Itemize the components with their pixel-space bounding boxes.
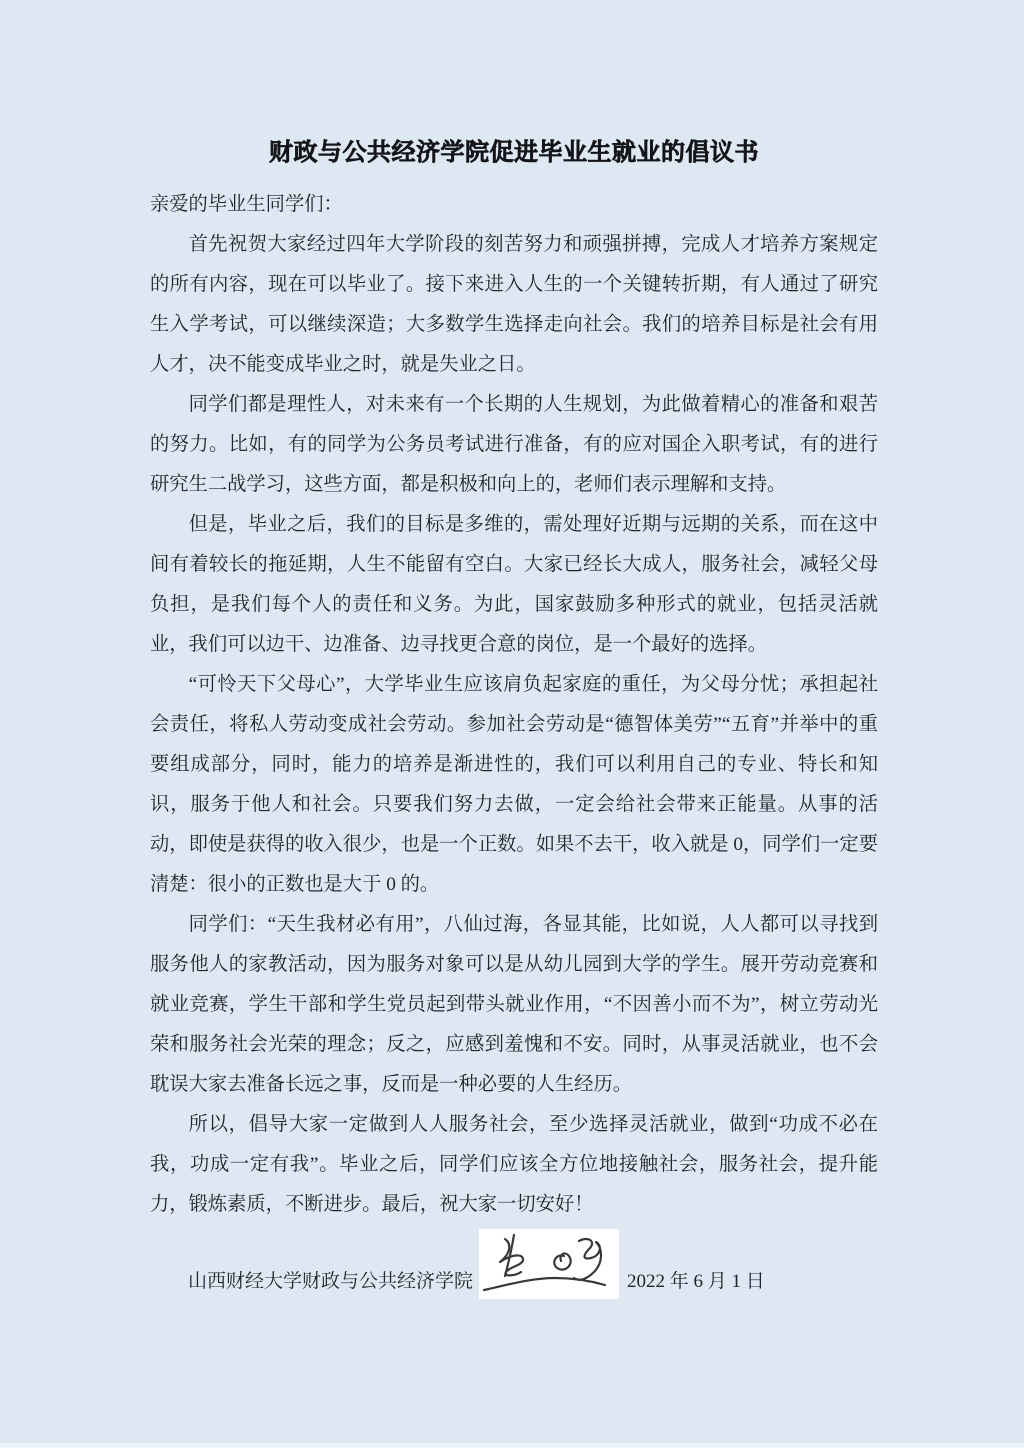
paragraph-2: 同学们都是理性人，对未来有一个长期的人生规划，为此做着精心的准备和艰苦的努力。比如，有的同学为公务员考试进行准备，有的应对国企入职考试，有的进行研究生二战学习，这些方面，都是积极和向上的，老师们表示理解和支持。 bbox=[150, 394, 878, 495]
paragraph-3: 但是，毕业之后，我们的目标是多维的，需处理好近期与远期的关系，而在这中间有着较长的拖延期，人生不能留有空白。大家已经长大成人，服务社会，减轻父母负担，是我们每个人的责任和义务。为此，国家鼓励多种形式的就业，包括灵活就业，我们可以边干、边准备、边寻找更合意的岗位，是一个最好的选择。 bbox=[150, 514, 878, 655]
paragraph-4: “可怜天下父母心”，大学毕业生应该肩负起家庭的重任，为父母分忧；承担起社会责任，将私人劳动变成社会劳动。参加社会劳动是“德智体美劳”“五育”并举中的重要组成部分，同时，能力的培养是渐进性的，我们可以利用自己的专业、特长和知识，服务于他人和社会。只要我们努力去做，一定会给社会带来正能量。从事的活动，即使是获得的收入很少，也是一个正数。如果不去干，收入就是 0，同学们一定要清楚：很小的正数也是大于 0 的。 bbox=[150, 674, 878, 895]
paragraph-6: 所以，倡导大家一定做到人人服务社会，至少选择灵活就业，做到“功成不必在我，功成一定有我”。毕业之后，同学们应该全方位地接触社会，服务社会，提升能力，锻炼素质，不断进步。最后，祝大家一切安好！ bbox=[150, 1114, 878, 1215]
handwritten-signature-image bbox=[479, 1229, 619, 1299]
paragraph-1: 首先祝贺大家经过四年大学阶段的刻苦努力和顽强拼搏，完成人才培养方案规定的所有内容，现在可以毕业了。接下来进入人生的一个关键转折期，有人通过了研究生入学考试，可以继续深造；大多数学生选择走向社会。我们的培养目标是社会有用人才，决不能变成毕业之时，就是失业之日。 bbox=[150, 234, 878, 375]
letter-title: 财政与公共经济学院促进毕业生就业的倡议书 bbox=[269, 139, 759, 166]
page-bottom-edge bbox=[0, 1443, 1024, 1448]
organization-name: 山西财经大学财政与公共经济学院 bbox=[188, 1271, 474, 1292]
signature-scribble-icon bbox=[479, 1229, 619, 1299]
salutation: 亲爱的毕业生同学们： bbox=[150, 194, 343, 215]
signature-date: 2022 年 6 月 1 日 bbox=[627, 1271, 765, 1292]
paragraph-5: 同学们：“天生我材必有用”，八仙过海，各显其能，比如说，人人都可以寻找到服务他人的家教活动，因为服务对象可以是从幼儿园到大学的学生。展开劳动竞赛和就业竞赛，学生干部和学生党员起到带头就业作用，“不因善小而不为”，树立劳动光荣和服务社会光荣的理念；反之，应感到羞愧和不安。同时，从事灵活就业，也不会耽误大家去准备长远之事，反而是一种必要的人生经历。 bbox=[150, 914, 878, 1095]
signature-row bbox=[188, 1225, 878, 1295]
